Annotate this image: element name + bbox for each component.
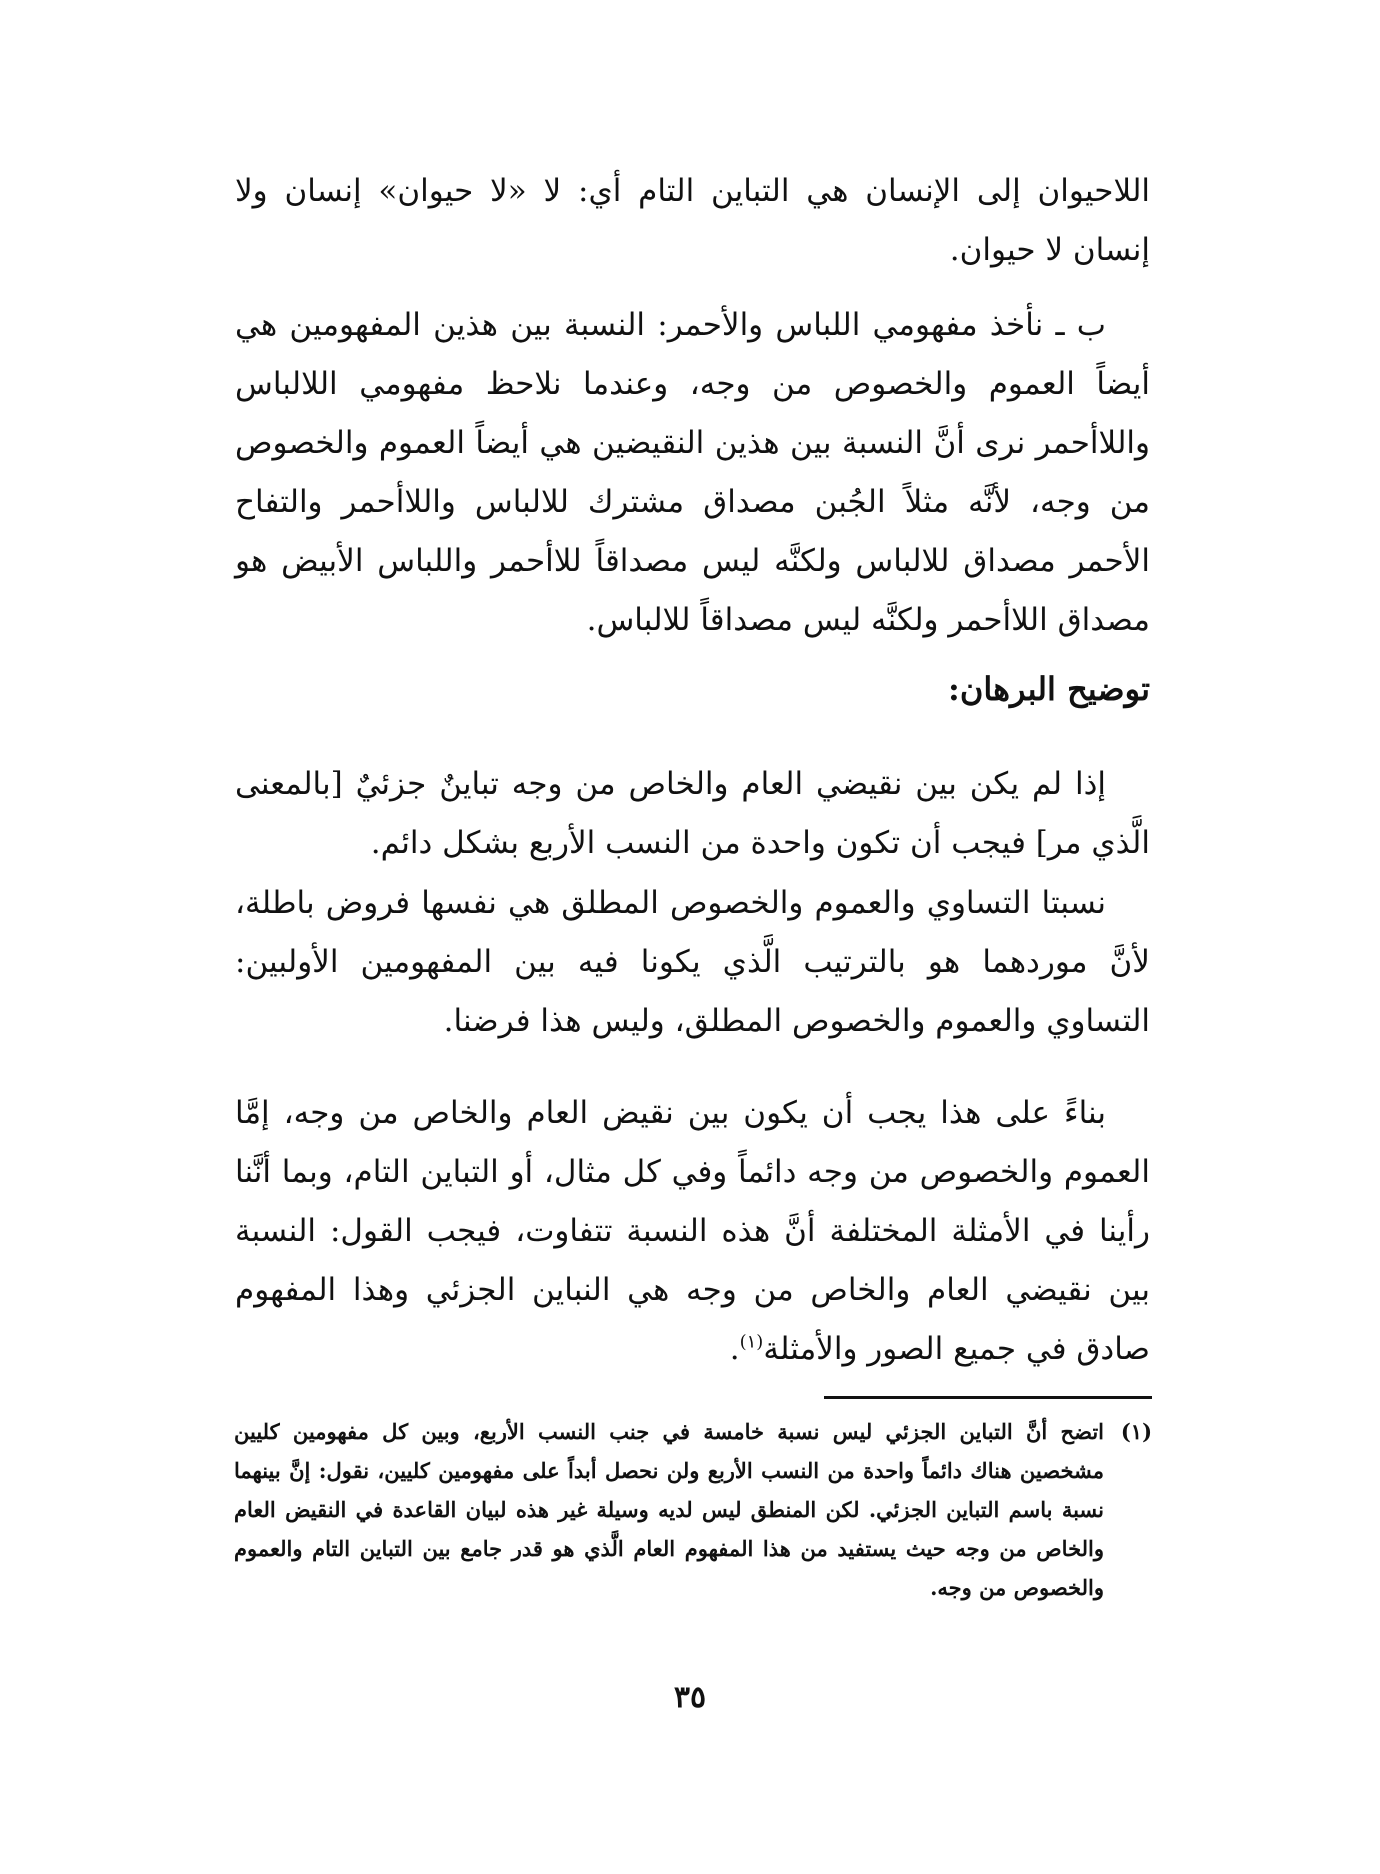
- footnote-number: (١): [1120, 1419, 1152, 1444]
- section-heading: توضيح البرهان:: [948, 670, 1150, 708]
- footnote-text: اتضح أنَّ التباين الجزئي ليس نسبة خامسة في جنب النسب الأربع، وبين كل مفهومين كليين مشخصين هناك دائماً واحدة من النسب الأربع ولن نحصل أبداً على مفهومين كليين، نقول: إنَّ بينهما نسبة باسم التباين الجزئي. لكن المنطق ليس لديه وسيلة غير هذه لبيان القاعدة في النقيض العام والخاص من وجه حيث يستفيد من هذا المفهوم العام الَّذي هو قدر جامع بين التباين التام والعموم والخصوص من وجه.: [234, 1419, 1104, 1600]
- paragraph-intro: اللاحيوان إلى الإنسان هي التباين التام أي: لا «لا حيوان» إنسان ولا إنسان لا حيوان.: [235, 173, 1150, 268]
- paragraph-example-b: ب ـ نأخذ مفهومي اللباس والأحمر: النسبة بين هذين المفهومين هي أيضاً العموم والخصوص من وجه، وعندما نلاحظ مفهومي اللالباس واللاأحمر نرى أنَّ النسبة بين هذين النقيضين هي أيضاً العموم والخصوص من وجه، لأنَّه مثلاً الجُبن مصداق مشترك للالباس واللاأحمر والتفاح الأحمر مصداق للالباس ولكنَّه ليس مصداقاً للاأحمر واللباس الأبيض هو مصداق اللاأحمر ولكنَّه ليس مصداقاً للالباس.: [235, 307, 1150, 638]
- page-number: ٣٥: [673, 1680, 707, 1715]
- paragraph-proof-3-text: بناءً على هذا يجب أن يكون بين نقيض العام والخاص من وجه، إمَّا العموم والخصوص من وجه دائماً وفي كل مثال، أو التباين التام، وبما أنَّنا رأينا في الأمثلة المختلفة أنَّ هذه النسبة تتفاوت، فيجب القول: النسبة بين نقيضي العام والخاص من وجه هي النباين الجزئي وهذا المفهوم صادق في جميع الصور والأمثلة: [235, 1095, 1150, 1367]
- paragraph-proof-3-end: .: [729, 1331, 740, 1367]
- paragraph-proof-2: نسبتا التساوي والعموم والخصوص المطلق هي نفسها فروض باطلة، لأنَّ موردهما هو بالترتيب الَّذي يكونا فيه بين المفهومين الأولبين: التساوي والعموم والخصوص المطلق، وليس هذا فرضنا.: [235, 885, 1150, 1039]
- footnote-divider: [824, 1396, 1152, 1399]
- paragraph-proof-3: [235, 1084, 1150, 1379]
- footnote: [234, 1412, 1152, 1607]
- footnote-reference[interactable]: (١): [739, 1331, 764, 1353]
- paragraph-proof-1: إذا لم يكن بين نقيضي العام والخاص من وجه تباينٌ جزئيٌ [بالمعنى الَّذي مر] فيجب أن تكون واحدة من النسب الأربع بشكل دائم.: [235, 766, 1150, 861]
